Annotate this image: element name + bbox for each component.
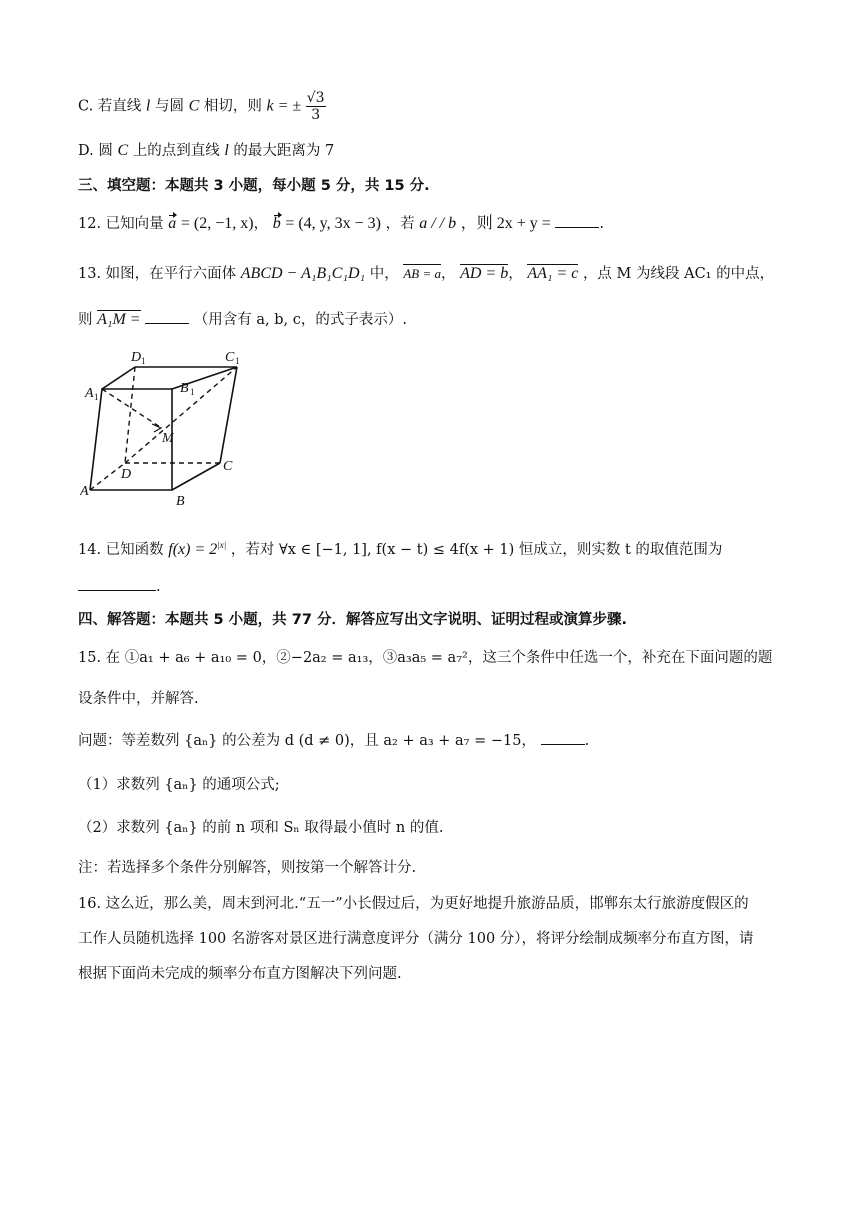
question-13-line1: 13. 如图，在平行六面体 ABCD − A₁B₁C₁D₁ 中， AB = a， AD = b， AA₁ = c ，点 M 为线段 AC₁ 的中点， <box>78 265 775 282</box>
section-4-title: 四、解答题：本题共 5 小题，共 77 分．解答应写出文字说明、证明过程或演算步骤. <box>78 612 627 628</box>
parallelepiped-figure <box>80 345 250 510</box>
q13-line1-end: ，点 M 为线段 AC₁ 的中点， <box>582 266 775 282</box>
question-15-part2: （2）求数列 {aₙ} 的前 n 项和 Sₙ 取得最小值时 n 的值. <box>78 820 444 836</box>
vector-a: a <box>168 215 177 232</box>
edge-c1c <box>220 367 237 463</box>
solid-name: ABCD − A₁B₁C₁D₁ <box>240 265 366 282</box>
answer-blank[interactable] <box>78 576 156 591</box>
label-D1-sub: 1 <box>141 356 146 366</box>
question-15-line2: 设条件中，并解答. <box>78 691 199 707</box>
section-3-title: 三、填空题：本题共 3 小题，每小题 5 分，共 15 分. <box>78 178 430 194</box>
question-16-line3: 根据下面尚未完成的频率分布直方图解决下列问题. <box>78 966 402 982</box>
var-C: C <box>117 142 129 159</box>
question-15-part1: （1）求数列 {aₙ} 的通项公式; <box>78 777 280 793</box>
q15-line3-end: . <box>584 733 590 749</box>
vector-b-value: = (4, y, 3x − 3) <box>285 215 381 232</box>
q13-line2-end: （用含有 a, b, c，的式子表示）. <box>193 312 407 328</box>
vector-b: b <box>272 215 281 232</box>
k-expression: k = ± <box>266 97 302 115</box>
question-14-blank-line <box>78 576 161 597</box>
question-14 <box>78 535 722 560</box>
q13-mid: 中， <box>369 266 399 282</box>
edge-d1d <box>125 367 135 463</box>
option-d-label: D. 圆 <box>78 143 113 159</box>
q12-end: . <box>599 216 604 232</box>
segment-a1m <box>102 389 160 427</box>
option-c <box>78 90 326 123</box>
label-A1-sub: 1 <box>94 392 99 402</box>
question-15-note: 注：若选择多个条件分别解答，则按第一个解答计分. <box>78 860 417 876</box>
option-c-text2: 相切，则 <box>203 98 262 115</box>
vector-aa1: AA₁ = c <box>527 265 579 282</box>
question-15-line1: 15. 在 ①a₁ + a₆ + a₁₀ = 0，②−2a₂ = a₁₃，③a₃a₅ = a₇²，这三个条件中任选一个，补充在下面问题的题 <box>78 650 773 666</box>
vector-a1m: A₁M = <box>97 311 141 328</box>
q12-condition: ，若 <box>385 216 415 232</box>
label-C1-sub: 1 <box>235 356 240 366</box>
question-16-line1: 16. 这么近，那么美，周末到河北.“五一”小长假过后，为更好地提升旅游品质，邯郸东太行旅游度假区的 <box>78 896 749 912</box>
edge-bc <box>172 463 220 490</box>
parallel-expression: a / / b <box>419 215 457 232</box>
option-d-text1: 上的点到直线 <box>132 143 220 159</box>
function-exponent: |x| <box>217 540 227 550</box>
q14-end: . <box>156 579 161 595</box>
label-D1: D <box>131 350 142 365</box>
label-A: A <box>80 484 89 499</box>
q14-prefix: 14. 已知函数 <box>78 541 164 558</box>
var-l: l <box>224 142 229 159</box>
option-c-text1: 与圆 <box>154 98 184 115</box>
label-A1: A <box>85 386 94 401</box>
q13-line2-prefix: 则 <box>78 312 93 328</box>
question-13-line2 <box>78 309 407 330</box>
option-c-label: C. 若直线 <box>78 98 142 115</box>
q15-problem: 问题：等差数列 {aₙ} 的公差为 d (d ≠ 0)，且 a₂ + a₃ + a₇ = −15， <box>78 733 536 749</box>
q14-condition: ，若对 ∀x ∈ [−1, 1], f(x − t) ≤ 4f(x + 1) 恒成立，则实数 t 的取值范围为 <box>230 541 723 558</box>
label-B1-sub: 1 <box>190 387 195 397</box>
var-l: l <box>145 97 151 115</box>
vector-ad: AD = b <box>460 265 509 282</box>
question-15-line3 <box>78 730 589 751</box>
fraction-sqrt3-over-3 <box>306 90 326 123</box>
label-C: C <box>223 459 233 474</box>
vector-ab: AB = a <box>403 264 441 284</box>
label-M: M <box>162 431 174 446</box>
var-C: C <box>188 97 200 115</box>
label-D: D <box>121 467 132 482</box>
function-f: f(x) = 2 <box>168 540 218 558</box>
fraction-numerator: √3 <box>306 90 325 106</box>
label-B: B <box>176 494 185 509</box>
answer-blank[interactable] <box>541 730 585 745</box>
option-d <box>78 141 334 161</box>
label-C1: C <box>225 350 235 365</box>
vector-a-value: = (2, −1, x) <box>180 215 254 232</box>
answer-blank[interactable] <box>555 213 599 228</box>
question-12: 12. 已知向量 a = (2, −1, x)， b = (4, y, 3x − 3) ，若 a / / b ，则 2x + y = . <box>78 215 604 232</box>
q12-prefix: 12. 已知向量 <box>78 216 164 232</box>
fraction-denominator: 3 <box>311 107 321 123</box>
answer-blank[interactable] <box>145 309 189 324</box>
label-B1: B <box>180 381 189 396</box>
q12-target: ，则 2x + y = <box>460 215 551 232</box>
edge-a1d1 <box>102 367 135 389</box>
q13-prefix: 13. 如图，在平行六面体 <box>78 266 237 282</box>
question-16-line2: 工作人员随机选择 100 名游客对景区进行满意度评分（满分 100 分），将评分绘制成频率分布直方图，请 <box>78 931 754 947</box>
option-d-text2: 的最大距离为 7 <box>233 143 335 159</box>
edge-ad <box>90 463 125 490</box>
